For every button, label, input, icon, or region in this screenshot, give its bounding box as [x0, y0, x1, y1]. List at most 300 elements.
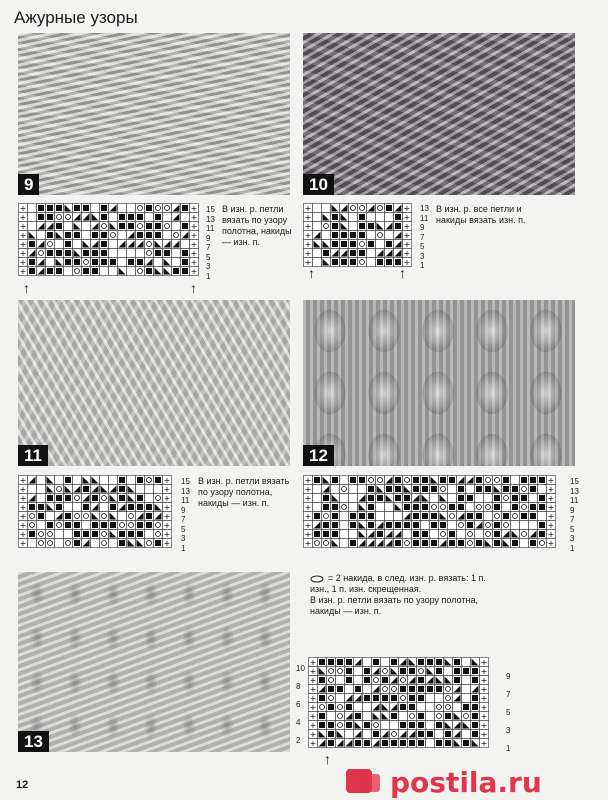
- chart-cell: [412, 512, 421, 521]
- chart-cell: [154, 494, 163, 503]
- chart-cell: [73, 521, 82, 530]
- chart-cell: [354, 667, 363, 676]
- chart-cell: [385, 530, 394, 539]
- chart-cell: [480, 694, 489, 704]
- chart-cell: [91, 530, 100, 539]
- chart-cell: [466, 503, 475, 512]
- svg-text:+: +: [547, 476, 555, 485]
- chart-row-label: 5: [420, 242, 425, 251]
- chart-cell: [340, 249, 349, 258]
- chart-cell: [354, 703, 363, 712]
- chart-cell: [28, 485, 37, 494]
- chart-cell: [367, 258, 376, 267]
- svg-text:+: +: [547, 503, 555, 512]
- chart-cell: [304, 249, 313, 259]
- chart-cell: [349, 213, 358, 222]
- chart-cell: [46, 213, 55, 222]
- svg-text:+: +: [304, 485, 312, 494]
- chart-cell: [435, 676, 444, 685]
- chart-cell: [354, 694, 363, 703]
- chart-cell: [345, 712, 354, 721]
- chart-cell: [181, 231, 190, 240]
- chart-cell: [28, 240, 37, 249]
- chart-cell: [46, 222, 55, 231]
- chart-row-label: 11: [206, 224, 215, 233]
- chart-cell: [145, 485, 154, 494]
- chart-cell: [480, 703, 489, 713]
- chart-cell: [408, 667, 417, 676]
- chart-cell: [136, 494, 145, 503]
- chart-cell: [367, 539, 376, 548]
- chart-cell: [336, 703, 345, 712]
- chart-cell: [363, 694, 372, 703]
- svg-text:+: +: [163, 503, 171, 512]
- svg-text:+: +: [190, 222, 198, 231]
- chart-cell: [181, 222, 190, 231]
- chart-cell: [100, 267, 109, 276]
- chart-cell: [520, 512, 529, 521]
- svg-text:+: +: [190, 267, 198, 276]
- chart-row-label: 9: [570, 505, 575, 515]
- chart-cell: [480, 730, 489, 740]
- chart-cell: [331, 240, 340, 249]
- watermark-text: postila.ru: [390, 766, 542, 799]
- chart-cell: [145, 539, 154, 548]
- chart-cell: [46, 204, 55, 213]
- chart-cell: [127, 539, 136, 548]
- chart-cell: [136, 521, 145, 530]
- chart-cell: [421, 512, 430, 521]
- chart-cell: [181, 249, 190, 258]
- chart-cell: [154, 539, 163, 548]
- chart-cell: [304, 231, 313, 241]
- chart-cell: [367, 240, 376, 249]
- chart-cell: [127, 258, 136, 267]
- chart-cell: [381, 676, 390, 685]
- chart-row-label: 9: [420, 223, 425, 232]
- svg-text:+: +: [304, 521, 312, 530]
- chart-row-label: 7: [206, 243, 211, 252]
- svg-text:+: +: [403, 249, 411, 258]
- chart-cell: [480, 721, 489, 731]
- chart-cell: [520, 521, 529, 530]
- chart-cell: [502, 521, 511, 530]
- chart-cell: [136, 512, 145, 521]
- chart-cell: [118, 240, 127, 249]
- chart-cell: [55, 539, 64, 548]
- chart-cell: [127, 530, 136, 539]
- chart-cell: [390, 739, 399, 748]
- chart-cell: [336, 694, 345, 703]
- chart-row-label: 10: [296, 664, 305, 673]
- chart-cell: [313, 512, 322, 521]
- chart-cell: [154, 240, 163, 249]
- chart-cell: [390, 694, 399, 703]
- repeat-arrow: ↑: [190, 280, 197, 296]
- chart-cell: [363, 730, 372, 739]
- chart-cell: [118, 530, 127, 539]
- chart-cell: [331, 249, 340, 258]
- chart-cell: [172, 222, 181, 231]
- chart-cell: [181, 267, 190, 276]
- chart-cell: [100, 258, 109, 267]
- chart-cell: [109, 204, 118, 213]
- chart-cell: [322, 485, 331, 494]
- pattern-9-photo: [18, 33, 290, 195]
- chart-cell: [118, 494, 127, 503]
- chart-cell: [181, 258, 190, 267]
- chart-cell: [28, 521, 37, 530]
- chart-cell: [100, 512, 109, 521]
- chart-cell: [318, 712, 327, 721]
- chart-cell: [163, 530, 172, 540]
- chart-cell: [493, 485, 502, 494]
- pattern-10-chart: [303, 203, 415, 269]
- svg-text:+: +: [19, 485, 27, 494]
- chart-cell: [145, 494, 154, 503]
- svg-text:+: +: [480, 730, 488, 739]
- chart-cell: [367, 521, 376, 530]
- chart-cell: [430, 476, 439, 485]
- chart-cell: [367, 222, 376, 231]
- chart-cell: [399, 739, 408, 748]
- chart-cell: [376, 476, 385, 485]
- chart-cell: [480, 712, 489, 722]
- chart-cell: [439, 485, 448, 494]
- chart-cell: [394, 521, 403, 530]
- chart-cell: [417, 658, 426, 667]
- chart-cell: [331, 512, 340, 521]
- chart-cell: [367, 249, 376, 258]
- chart-cell: [417, 667, 426, 676]
- chart-cell: [28, 222, 37, 231]
- chart-cell: [109, 213, 118, 222]
- chart-cell: [327, 721, 336, 730]
- chart-cell: [340, 240, 349, 249]
- chart-cell: [336, 685, 345, 694]
- chart-cell: [354, 730, 363, 739]
- svg-text:+: +: [309, 730, 317, 739]
- chart-cell: [403, 485, 412, 494]
- chart-cell: [309, 739, 318, 749]
- page-number: 12: [16, 779, 29, 791]
- chart-cell: [181, 204, 190, 213]
- chart-cell: [145, 240, 154, 249]
- chart-cell: [466, 530, 475, 539]
- chart-cell: [349, 222, 358, 231]
- chart-cell: [127, 521, 136, 530]
- chart-cell: [109, 485, 118, 494]
- chart-cell: [367, 503, 376, 512]
- chart-cell: [430, 512, 439, 521]
- chart-cell: [118, 267, 127, 276]
- chart-cell: [457, 539, 466, 548]
- chart-cell: [145, 231, 154, 240]
- chart-cell: [390, 703, 399, 712]
- chart-cell: [64, 485, 73, 494]
- chart-cell: [412, 503, 421, 512]
- chart-row-label: 6: [296, 700, 301, 709]
- chart-cell: [345, 676, 354, 685]
- chart-cell: [64, 267, 73, 276]
- chart-cell: [475, 512, 484, 521]
- chart-cell: [190, 204, 199, 214]
- chart-cell: [46, 240, 55, 249]
- svg-text:+: +: [304, 539, 312, 548]
- chart-cell: [484, 476, 493, 485]
- chart-cell: [127, 222, 136, 231]
- chart-cell: [309, 667, 318, 677]
- chart-cell: [417, 739, 426, 748]
- chart-cell: [19, 267, 28, 277]
- chart-cell: [412, 485, 421, 494]
- chart-cell: [403, 539, 412, 548]
- chart-cell: [318, 721, 327, 730]
- chart-cell: [394, 240, 403, 249]
- chart-cell: [28, 213, 37, 222]
- svg-text:+: +: [547, 539, 555, 548]
- chart-cell: [163, 249, 172, 258]
- chart-cell: [172, 258, 181, 267]
- chart-cell: [372, 730, 381, 739]
- chart-cell: [327, 730, 336, 739]
- chart-cell: [448, 494, 457, 503]
- svg-text:+: +: [163, 485, 171, 494]
- chart-cell: [403, 503, 412, 512]
- chart-cell: [403, 530, 412, 539]
- chart-cell: [46, 476, 55, 485]
- chart-cell: [358, 512, 367, 521]
- chart-cell: [82, 222, 91, 231]
- chart-cell: [471, 703, 480, 712]
- chart-cell: [421, 494, 430, 503]
- chart-row-label: 3: [506, 726, 511, 735]
- chart-cell: [439, 512, 448, 521]
- chart-cell: [145, 249, 154, 258]
- chart-cell: [444, 685, 453, 694]
- chart-cell: [381, 712, 390, 721]
- chart-cell: [511, 494, 520, 503]
- chart-cell: [349, 512, 358, 521]
- chart-cell: [313, 503, 322, 512]
- pattern-10-note: В изн. р. все петли и накиды вязать изн. п.: [436, 204, 526, 225]
- chart-row-label: 1: [181, 543, 186, 553]
- chart-cell: [136, 213, 145, 222]
- chart-cell: [109, 222, 118, 231]
- svg-text:+: +: [480, 721, 488, 730]
- chart-cell: [82, 485, 91, 494]
- chart-cell: [475, 494, 484, 503]
- chart-cell: [118, 258, 127, 267]
- chart-cell: [430, 521, 439, 530]
- chart-cell: [37, 231, 46, 240]
- chart-cell: [64, 494, 73, 503]
- chart-cell: [91, 539, 100, 548]
- chart-cell: [55, 240, 64, 249]
- chart-cell: [394, 213, 403, 222]
- chart-cell: [426, 676, 435, 685]
- chart-cell: [471, 685, 480, 694]
- repeat-arrow: ↑: [324, 751, 331, 767]
- chart-cell: [417, 676, 426, 685]
- chart-cell: [73, 213, 82, 222]
- chart-cell: [408, 703, 417, 712]
- chart-cell: [399, 703, 408, 712]
- chart-cell: [408, 721, 417, 730]
- chart-row-label: 13: [181, 486, 190, 496]
- chart-cell: [520, 494, 529, 503]
- chart-cell: [408, 676, 417, 685]
- chart-cell: [408, 739, 417, 748]
- chart-cell: [91, 258, 100, 267]
- chart-cell: [318, 685, 327, 694]
- chart-cell: [453, 694, 462, 703]
- chart-cell: [136, 267, 145, 276]
- chart-cell: [163, 512, 172, 522]
- svg-text:+: +: [19, 494, 27, 503]
- chart-cell: [37, 512, 46, 521]
- chart-cell: [322, 249, 331, 258]
- chart-cell: [313, 530, 322, 539]
- chart-cell: [363, 676, 372, 685]
- chart-cell: [73, 494, 82, 503]
- chart-cell: [345, 721, 354, 730]
- chart-cell: [163, 494, 172, 504]
- chart-cell: [480, 658, 489, 668]
- chart-cell: [453, 712, 462, 721]
- svg-text:+: +: [480, 667, 488, 676]
- chart-cell: [529, 503, 538, 512]
- chart-cell: [55, 204, 64, 213]
- svg-text:+: +: [547, 512, 555, 521]
- chart-cell: [322, 258, 331, 267]
- chart-cell: [529, 539, 538, 548]
- chart-row-label: 1: [420, 261, 425, 270]
- chart-cell: [327, 712, 336, 721]
- svg-text:+: +: [480, 658, 488, 667]
- chart-cell: [480, 739, 489, 749]
- chart-cell: [394, 539, 403, 548]
- chart-row-label: 5: [506, 708, 511, 717]
- pattern-number-badge: 13: [18, 731, 49, 752]
- chart-cell: [349, 539, 358, 548]
- chart-cell: [91, 240, 100, 249]
- chart-cell: [340, 258, 349, 267]
- chart-cell: [304, 476, 313, 486]
- chart-cell: [136, 530, 145, 539]
- chart-cell: [340, 231, 349, 240]
- chart-cell: [19, 249, 28, 259]
- chart-cell: [331, 530, 340, 539]
- svg-text:+: +: [309, 685, 317, 694]
- chart-cell: [336, 739, 345, 748]
- chart-cell: [340, 539, 349, 548]
- chart-cell: [37, 485, 46, 494]
- chart-cell: [64, 240, 73, 249]
- chart-cell: [91, 222, 100, 231]
- chart-cell: [453, 667, 462, 676]
- svg-text:+: +: [304, 213, 312, 222]
- chart-cell: [390, 676, 399, 685]
- chart-cell: [349, 249, 358, 258]
- svg-text:+: +: [480, 703, 488, 712]
- chart-cell: [19, 258, 28, 268]
- chart-cell: [28, 204, 37, 213]
- chart-row-label: 15: [206, 205, 215, 214]
- chart-cell: [145, 222, 154, 231]
- chart-cell: [136, 249, 145, 258]
- chart-cell: [82, 204, 91, 213]
- chart-cell: [145, 530, 154, 539]
- chart-cell: [118, 539, 127, 548]
- chart-cell: [19, 530, 28, 540]
- chart-cell: [190, 249, 199, 259]
- chart-cell: [457, 512, 466, 521]
- chart-cell: [511, 530, 520, 539]
- chart-cell: [127, 231, 136, 240]
- chart-cell: [145, 267, 154, 276]
- chart-cell: [403, 204, 412, 214]
- chart-cell: [82, 521, 91, 530]
- chart-cell: [367, 204, 376, 213]
- chart-cell: [73, 503, 82, 512]
- chart-cell: [327, 676, 336, 685]
- chart-cell: [37, 222, 46, 231]
- chart-cell: [367, 494, 376, 503]
- chart-cell: [381, 694, 390, 703]
- chart-cell: [403, 213, 412, 223]
- chart-cell: [304, 503, 313, 513]
- pattern-number-badge: 9: [18, 174, 39, 195]
- chart-cell: [448, 476, 457, 485]
- chart-cell: [172, 249, 181, 258]
- chart-cell: [372, 685, 381, 694]
- chart-cell: [304, 213, 313, 223]
- chart-cell: [367, 512, 376, 521]
- svg-text:+: +: [403, 204, 411, 213]
- chart-cell: [358, 213, 367, 222]
- chart-cell: [109, 249, 118, 258]
- chart-cell: [127, 476, 136, 485]
- chart-cell: [55, 512, 64, 521]
- chart-cell: [385, 485, 394, 494]
- svg-text:+: +: [547, 494, 555, 503]
- chart-cell: [318, 667, 327, 676]
- chart-cell: [55, 267, 64, 276]
- chart-cell: [426, 694, 435, 703]
- chart-cell: [19, 521, 28, 531]
- chart-cell: [28, 539, 37, 548]
- chart-cell: [466, 485, 475, 494]
- chart-cell: [331, 485, 340, 494]
- chart-row-label: 13: [570, 486, 579, 496]
- chart-cell: [385, 521, 394, 530]
- chart-cell: [462, 712, 471, 721]
- chart-cell: [28, 512, 37, 521]
- chart-cell: [345, 739, 354, 748]
- chart-cell: [484, 539, 493, 548]
- chart-cell: [367, 485, 376, 494]
- chart-cell: [349, 204, 358, 213]
- chart-cell: [376, 494, 385, 503]
- chart-cell: [520, 503, 529, 512]
- svg-text:+: +: [19, 249, 27, 258]
- chart-cell: [64, 231, 73, 240]
- chart-cell: [547, 485, 556, 495]
- chart-cell: [453, 739, 462, 748]
- chart-cell: [385, 539, 394, 548]
- chart-cell: [426, 739, 435, 748]
